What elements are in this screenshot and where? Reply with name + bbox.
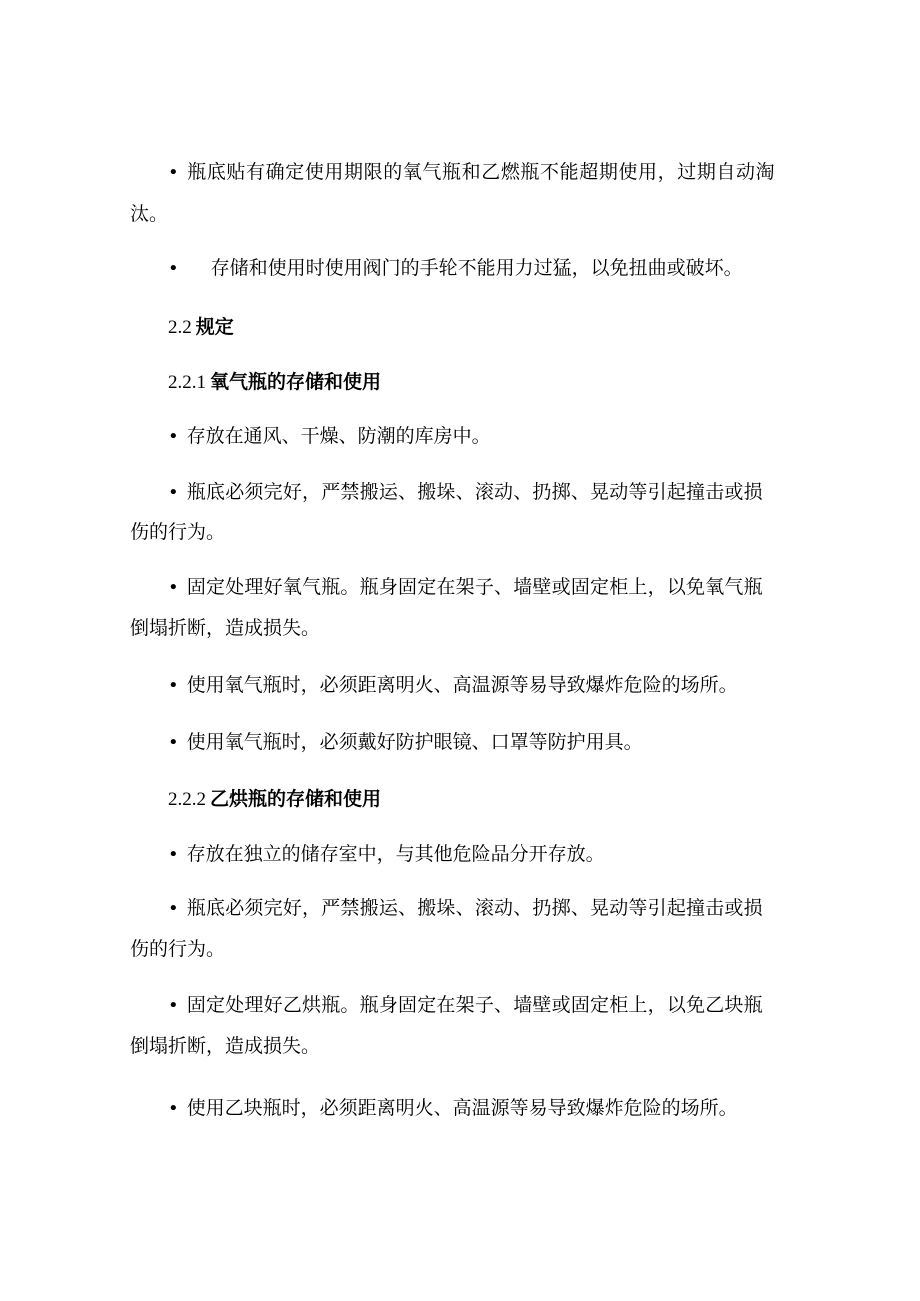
list-item-text: 瓶底贴有确定使用期限的氧气瓶和乙燃瓶不能超期使用，过期自动淘	[187, 161, 776, 183]
list-item-text: 固定处理好乙烘瓶。瓶身固定在架子、墙壁或固定柜上，以免乙块瓶	[186, 994, 763, 1016]
list-item-continuation: 汰。	[130, 203, 169, 225]
list-item-text: 使用氧气瓶时，必须戴好防护眼镜、口罩等防护用具。	[186, 731, 643, 753]
list-item-text: 瓶底必须完好，严禁搬运、搬垛、滚动、扔掷、晃动等引起撞击或损	[186, 897, 763, 919]
list-item-continuation: 倒塌折断，造成损失。	[130, 617, 321, 639]
list-item	[168, 575, 828, 600]
bullet-marker: •	[168, 1098, 179, 1119]
section-heading	[168, 315, 234, 340]
subsection-number: 2.2.2	[168, 789, 206, 810]
subsection-heading	[168, 370, 381, 395]
list-item-text: 瓶底必须完好，严禁搬运、搬垛、滚动、扔掷、晃动等引起撞击或损	[186, 481, 763, 503]
section-title: 规定	[195, 316, 234, 338]
bullet-marker: •	[168, 426, 179, 447]
bullet-marker: •	[168, 675, 179, 696]
list-item	[168, 160, 828, 185]
list-item-text: 固定处理好氧气瓶。瓶身固定在架子、墙壁或固定柜上，以免氧气瓶	[186, 576, 763, 598]
list-item	[168, 424, 828, 449]
list-item	[168, 993, 828, 1018]
list-item-continuation: 伤的行为。	[130, 938, 226, 960]
bullet-marker: •	[168, 258, 179, 279]
list-item-text: 存放在独立的储存室中，与其他危险品分开存放。	[186, 843, 605, 865]
list-item-continuation: 伤的行为。	[130, 521, 226, 543]
subsection-title: 乙烘瓶的存储和使用	[210, 788, 382, 810]
bullet-marker: •	[168, 844, 179, 865]
bullet-marker: •	[168, 732, 179, 753]
bullet-marker: •	[168, 482, 179, 503]
list-item	[168, 1096, 828, 1121]
list-item	[168, 896, 828, 921]
list-item-text: 存储和使用时使用阀门的手轮不能用力过猛，以免扭曲或破坏。	[210, 257, 743, 279]
list-item	[168, 842, 828, 867]
list-item	[168, 256, 828, 281]
list-item	[168, 480, 828, 505]
list-item-text: 存放在通风、干燥、防潮的库房中。	[186, 425, 491, 447]
bullet-marker: •	[168, 577, 179, 598]
list-item-text: 使用氧气瓶时，必须距离明火、高温源等易导致爆炸危险的场所。	[186, 674, 738, 696]
subsection-title: 氧气瓶的存储和使用	[210, 371, 382, 393]
section-number: 2.2	[168, 317, 192, 338]
list-item	[168, 673, 828, 698]
subsection-number: 2.2.1	[168, 372, 206, 393]
list-item-text: 使用乙块瓶时，必须距离明火、高温源等易导致爆炸危险的场所。	[186, 1097, 738, 1119]
subsection-heading	[168, 787, 381, 812]
bullet-marker: •	[168, 995, 179, 1016]
list-item-continuation: 倒塌折断，造成损失。	[130, 1035, 321, 1057]
bullet-marker: •	[168, 898, 179, 919]
list-item	[168, 730, 828, 755]
bullet-marker: •	[168, 162, 180, 183]
